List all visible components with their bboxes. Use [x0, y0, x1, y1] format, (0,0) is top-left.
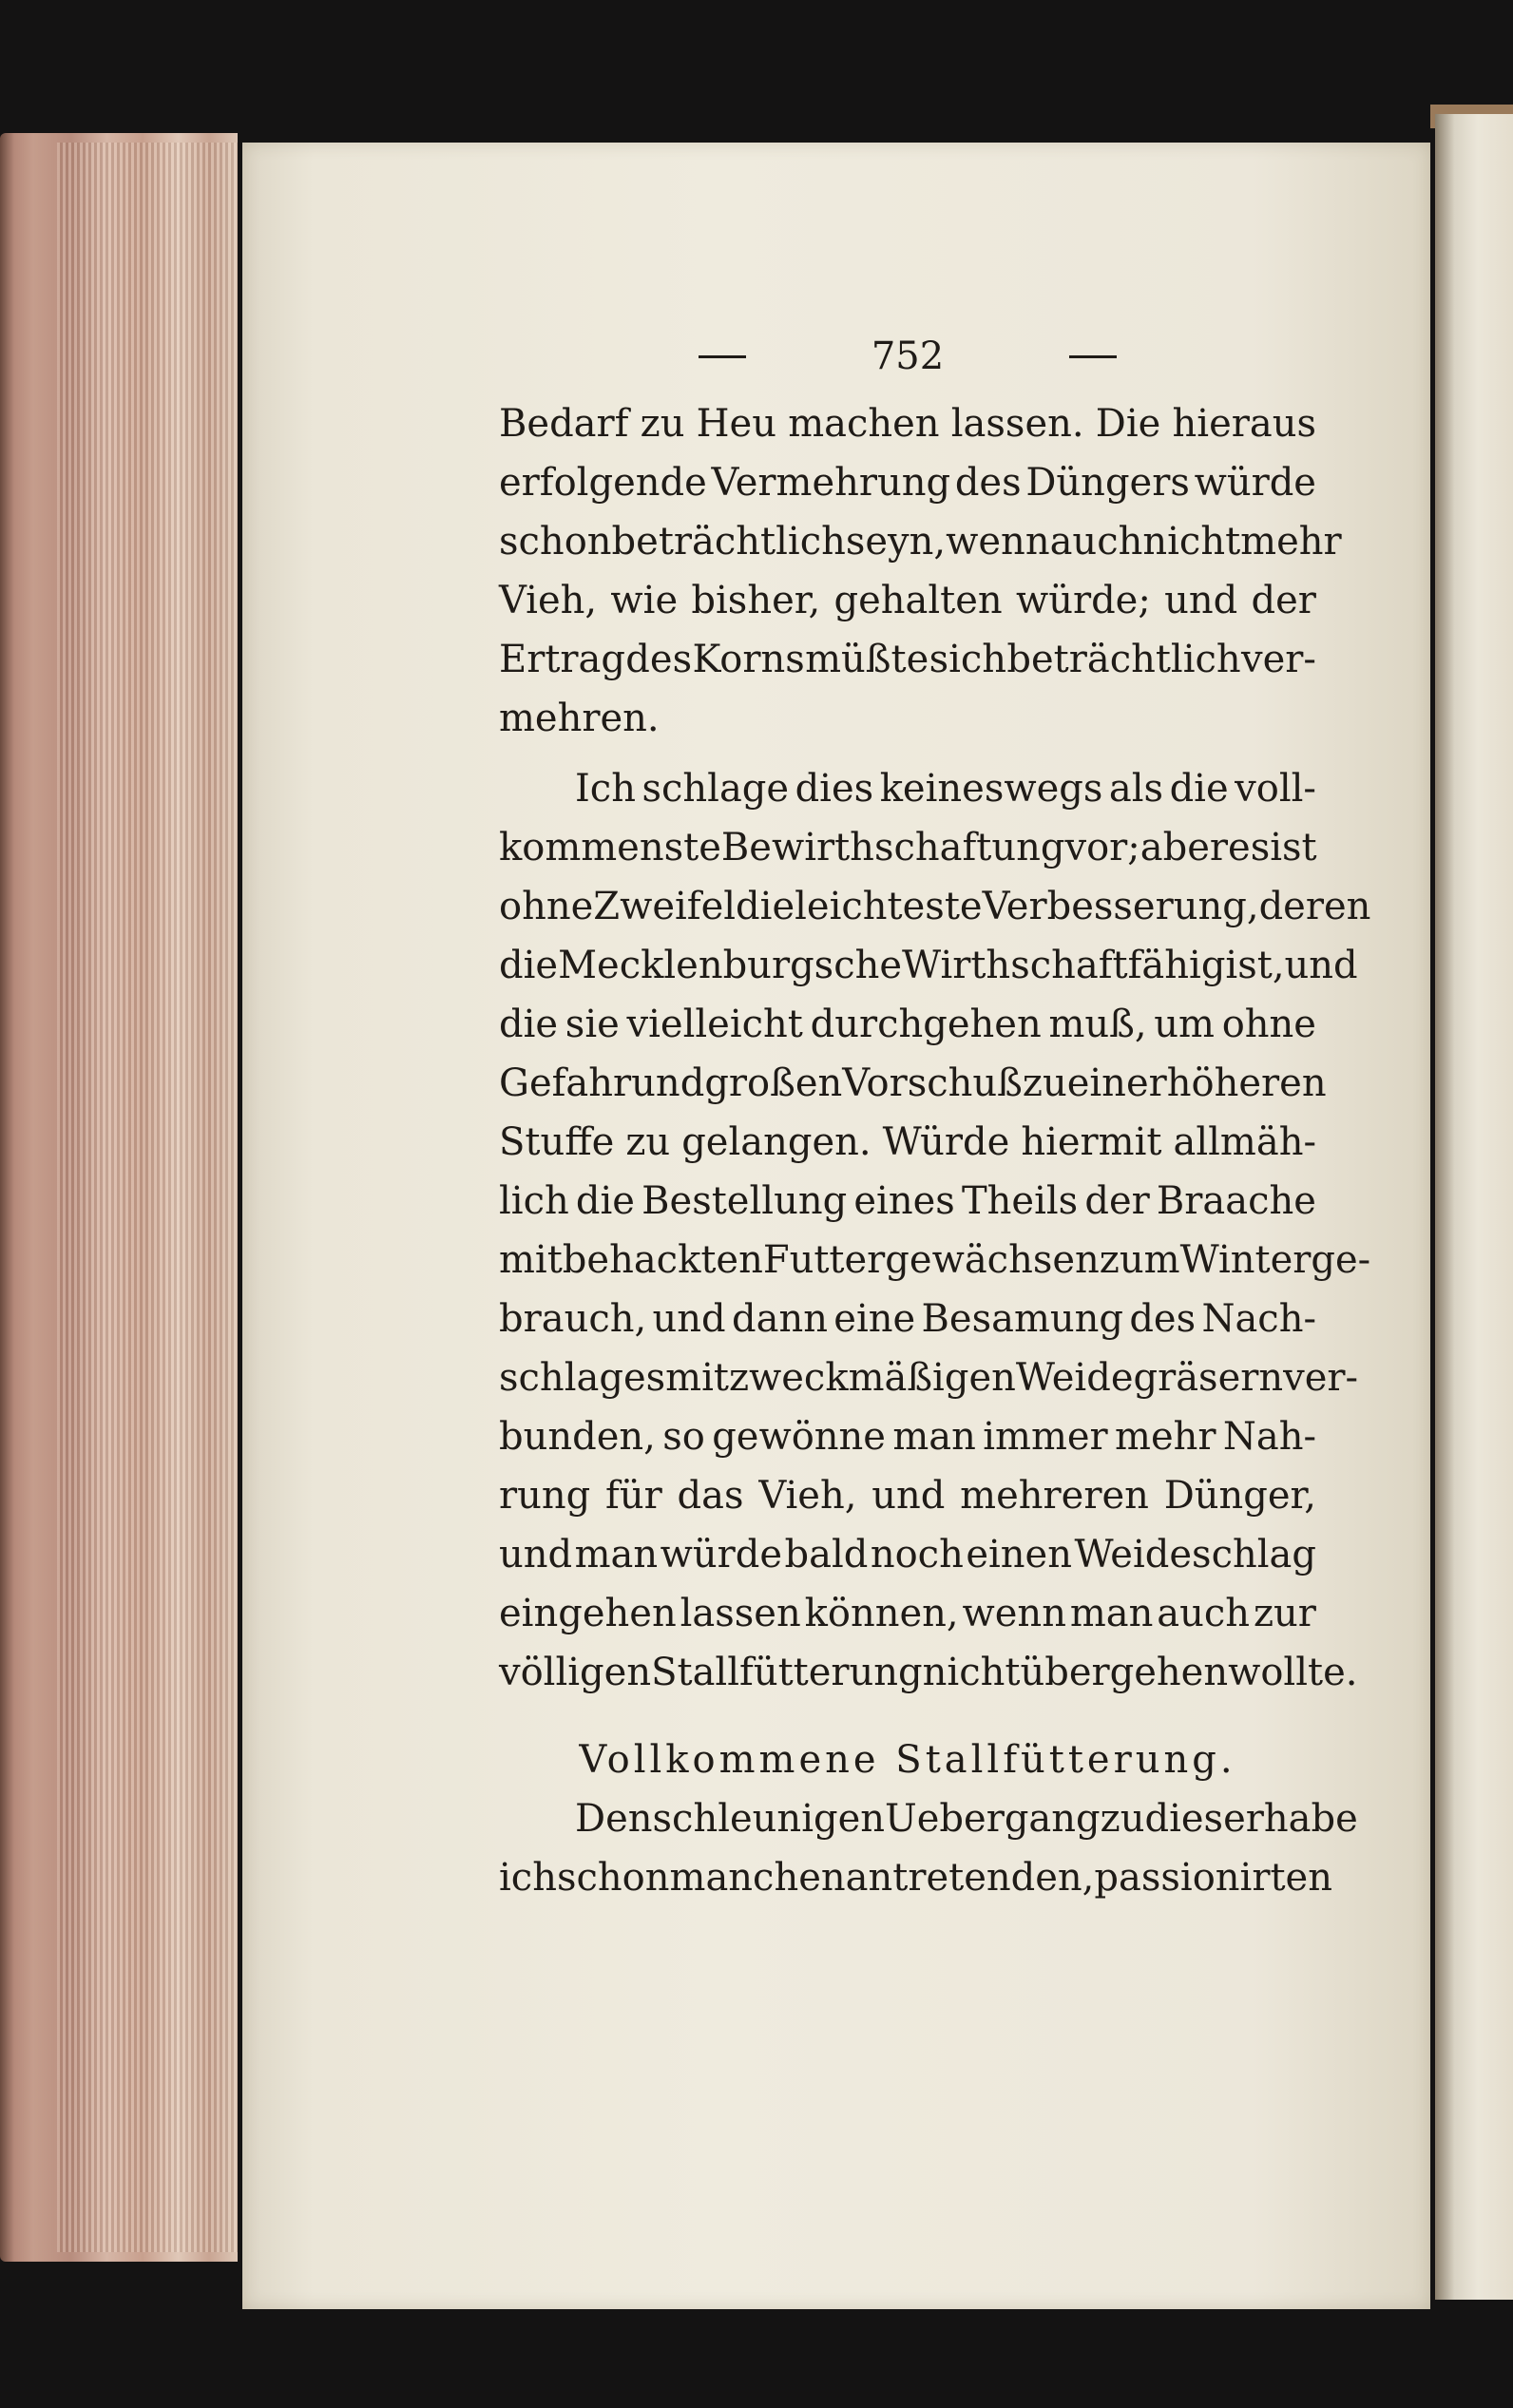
text-line: brauch, und dann eine Besamung des Nach- [499, 1297, 1316, 1341]
text-line: ich schon manchen antretenden, passionirten [499, 1856, 1332, 1900]
text-line: ohne Zweifel die leichteste Verbesserung, deren [499, 885, 1371, 928]
header-dash-right [1069, 355, 1117, 358]
paragraph-1 [499, 394, 1342, 748]
page-header [499, 328, 1316, 385]
right-page-edge [1435, 114, 1513, 2300]
paragraph-3 [499, 1789, 1358, 1907]
text-line: Vieh, wie bisher, gehalten würde; und der [499, 579, 1316, 622]
text-line: völligen Stallfütterung nicht übergehen wollte. [499, 1651, 1358, 1694]
page-text [499, 328, 1371, 1907]
text-line: die Mecklenburgsche Wirthschaft fähig ist, und [499, 944, 1358, 987]
text-line: die sie vielleicht durchgehen muß, um ohne [499, 1003, 1316, 1046]
text-line: schlages mit zweckmäßigen Weidegräsern ver- [499, 1356, 1359, 1400]
header-dash-left [699, 355, 746, 358]
text-line: lich die Bestellung eines Theils der Braache [499, 1179, 1316, 1223]
text-line: eingehen lassen können, wenn man auch zur [499, 1592, 1316, 1635]
text-line: Stuffe zu gelangen. Würde hiermit allmäh- [499, 1120, 1316, 1164]
section-heading: Vollkommene Stallfütterung. [579, 1738, 1236, 1782]
text-line: und man würde bald noch einen Weideschlag [499, 1533, 1316, 1577]
text-line: schon beträchtlich seyn, wenn auch nicht mehr [499, 520, 1342, 564]
page-number: 752 [871, 334, 945, 378]
text-line: Den schleunigen Uebergang zu dieser habe [575, 1797, 1358, 1841]
page-edges [57, 143, 238, 2252]
paragraph-2 [499, 759, 1371, 1702]
text-line: Ertrag des Korns müßte sich beträchtlich ver- [499, 638, 1316, 681]
text-line: bunden, so gewönne man immer mehr Nah- [499, 1415, 1316, 1459]
text-line: rung für das Vieh, und mehreren Dünger, [499, 1474, 1316, 1518]
text-line: erfolgende Vermehrung des Düngers würde [499, 461, 1316, 505]
text-line: kommenste Bewirthschaftung vor; aber es ist [499, 826, 1317, 870]
text-line: Gefahr und großen Vorschuß zu einer höheren [499, 1061, 1327, 1105]
text-line: Bedarf zu Heu machen lassen. Die hieraus [499, 402, 1316, 446]
text-line: Ich schlage dies keineswegs als die voll- [575, 767, 1316, 811]
text-line: mehren. [499, 697, 660, 740]
text-line: mit behackten Futtergewächsen zum Winterge- [499, 1238, 1371, 1282]
